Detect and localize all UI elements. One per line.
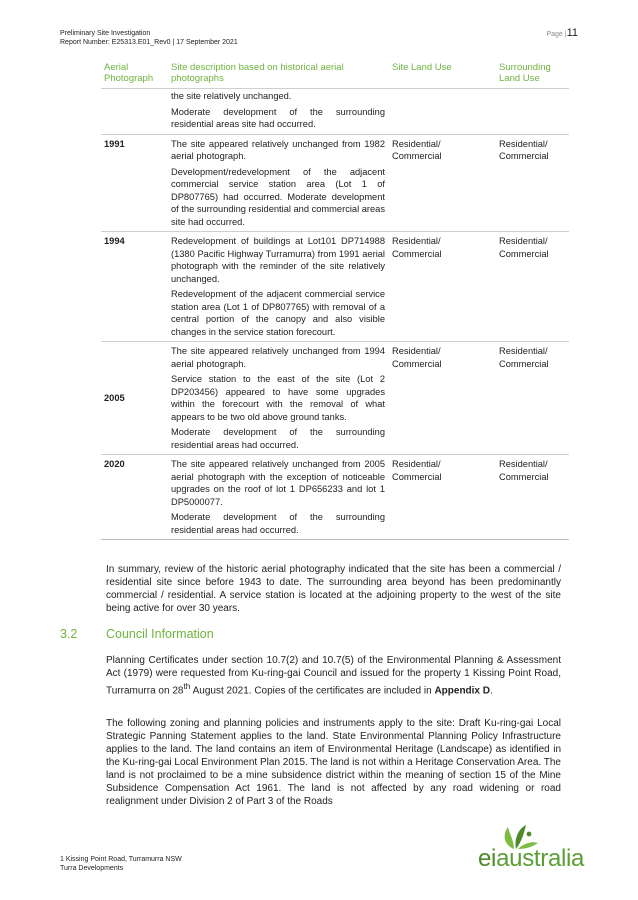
footer-address: 1 Kissing Point Road, Turramurra NSW: [60, 856, 182, 863]
summary-paragraph: In summary, review of the historic aerial photography indicated that the site has been a commercial / residential site since before 1943 to date. The surrounding area beyond has been predominantly commercial / residential. A service station is located at the adjoining property to the west of the site being active for over 30 years.: [106, 564, 561, 614]
table-row: [101, 134, 569, 232]
table-cell-description: [168, 89, 389, 135]
paragraph-text: .: [490, 685, 493, 697]
paragraph-text: Planning Certificates under section 10.7(2) and 10.7(5) of the Environmental Planning & Assessment Act (1979) were requested from Ku-ring-gai Council and issued for the property 1 Kissing Point Road, Turramurra on 28: [106, 655, 561, 697]
table-cell-description: [168, 455, 389, 540]
column-header-surrounding-land-use: Surrounding Land Use: [499, 62, 551, 84]
description-paragraph: Moderate development of the surrounding residential areas site had occurred.: [171, 106, 385, 129]
page-number: [546, 27, 578, 39]
description-paragraph: Development/redevelopment of the adjacent commercial service station area (Lot 1 of DP807765) had occurred. Moderate development of the surrounding residential and commercial areas site had occurred.: [171, 166, 385, 227]
column-header-site-description: Site description based on historical aerial photographs: [171, 62, 344, 84]
paragraph-text: August 2021. Copies of the certificates are included in: [190, 685, 435, 697]
table-cell-site-use: Residential/ Commercial: [392, 138, 442, 161]
table-header-row: [101, 58, 569, 89]
description-paragraph: Redevelopment of buildings at Lot101 DP714988 (1380 Pacific Highway Turramurra) from 1991 aerial photograph with the reminder of the site relatively unchanged.: [171, 236, 385, 284]
table-cell-surrounding-use: Residential/ Commercial: [499, 138, 549, 161]
table-cell-site-use: [389, 89, 496, 135]
description-paragraph: Redevelopment of the adjacent commercial service station area (Lot 1 of DP807765) with removal of a central portion of the canopy and also visible changes in the service station forecourt.: [171, 289, 385, 337]
section-title: Council Information: [106, 627, 214, 641]
table-cell-year: 1994: [104, 236, 125, 246]
appendix-reference: Appendix D: [434, 685, 490, 697]
table-row: [101, 455, 569, 540]
report-header: [60, 29, 238, 47]
description-paragraph: The site appeared relatively unchanged from 2005 aerial photograph with the exception of noticeable upgrades on the roof of lot 1 DP656233 and lot 1 DP5000077.: [171, 459, 385, 507]
column-header-site-land-use: Site Land Use: [392, 62, 452, 73]
table-cell-year: 2005: [104, 392, 125, 403]
table-cell-year: 2020: [104, 459, 125, 469]
table-row: [101, 342, 569, 455]
table-cell-year: 1991: [104, 138, 125, 149]
table-cell-description: [168, 342, 389, 455]
table-row-continued: [101, 89, 569, 135]
description-paragraph: Moderate development of the surrounding residential areas had occurred.: [171, 512, 385, 535]
column-header-aerial-photograph: Aerial Photograph: [104, 62, 154, 84]
section-number: 3.2: [60, 627, 78, 641]
table-cell-site-use: Residential/ Commercial: [392, 346, 442, 369]
logo-text-australia: australia: [496, 845, 585, 872]
description-paragraph: the site relatively unchanged.: [171, 91, 292, 101]
date-superscript: th: [183, 681, 191, 691]
description-paragraph: The site appeared relatively unchanged from 1982 aerial photograph.: [171, 138, 385, 161]
table-cell-site-use: Residential/ Commercial: [392, 459, 442, 482]
table-cell-surrounding-use: Residential/ Commercial: [499, 346, 549, 369]
eiaustralia-logo: [478, 823, 585, 875]
logo-text-ei: ei: [478, 845, 497, 872]
section-heading: [60, 627, 214, 641]
footer-client: Turra Developments: [60, 865, 124, 872]
table-cell-site-use: Residential/ Commercial: [392, 236, 442, 259]
council-paragraph-zoning: The following zoning and planning policies and instruments apply to the site: Draft Ku-ring-gai Local Strategic Panning Statement applies to the land. State Environmental Planning Policy Infrastructure applies to the land. The land contains an item of Environmental Heritage (Landscape) as identified in the Ku-ring-gai Local Environment Plan 2015. The land is not within a Heritage Conservation Area. The land is not proclaimed to be a mine subsidence district within the meaning of section 15 of the Mine Subsidence Compensation Act 1961. The land is not affected by any road widening or road realignment under Division 2 of Part 3 of the Roads: [106, 718, 561, 807]
page-number-value: 11: [566, 27, 578, 39]
page-footer: [60, 855, 182, 873]
description-paragraph: The site appeared relatively unchanged from 1994 aerial photograph.: [171, 346, 385, 369]
description-paragraph: Moderate development of the surrounding residential areas had occurred.: [171, 427, 385, 450]
table-cell-surrounding-use: [496, 89, 569, 135]
table-cell-description: [168, 134, 389, 232]
report-number: Report Number: E25313.E01_Rev0 | 17 September 2021: [60, 39, 238, 46]
aerial-photograph-table: [101, 58, 569, 540]
logo-wordmark: [478, 845, 584, 873]
table-row: [101, 232, 569, 342]
table-cell-surrounding-use: Residential/ Commercial: [499, 459, 549, 482]
report-title: Preliminary Site Investigation: [60, 30, 151, 37]
council-paragraph-planning-certificates: [106, 654, 561, 697]
table-cell-description: [168, 232, 389, 342]
table-cell-surrounding-use: Residential/ Commercial: [499, 236, 549, 259]
page-prefix: Page |: [546, 31, 567, 38]
description-paragraph: Service station to the east of the site (Lot 2 DP203456) appeared to have some upgrades within the forecourt with the removal of what appears to be two old above ground tanks.: [171, 374, 385, 422]
table-cell-year: [101, 89, 168, 135]
